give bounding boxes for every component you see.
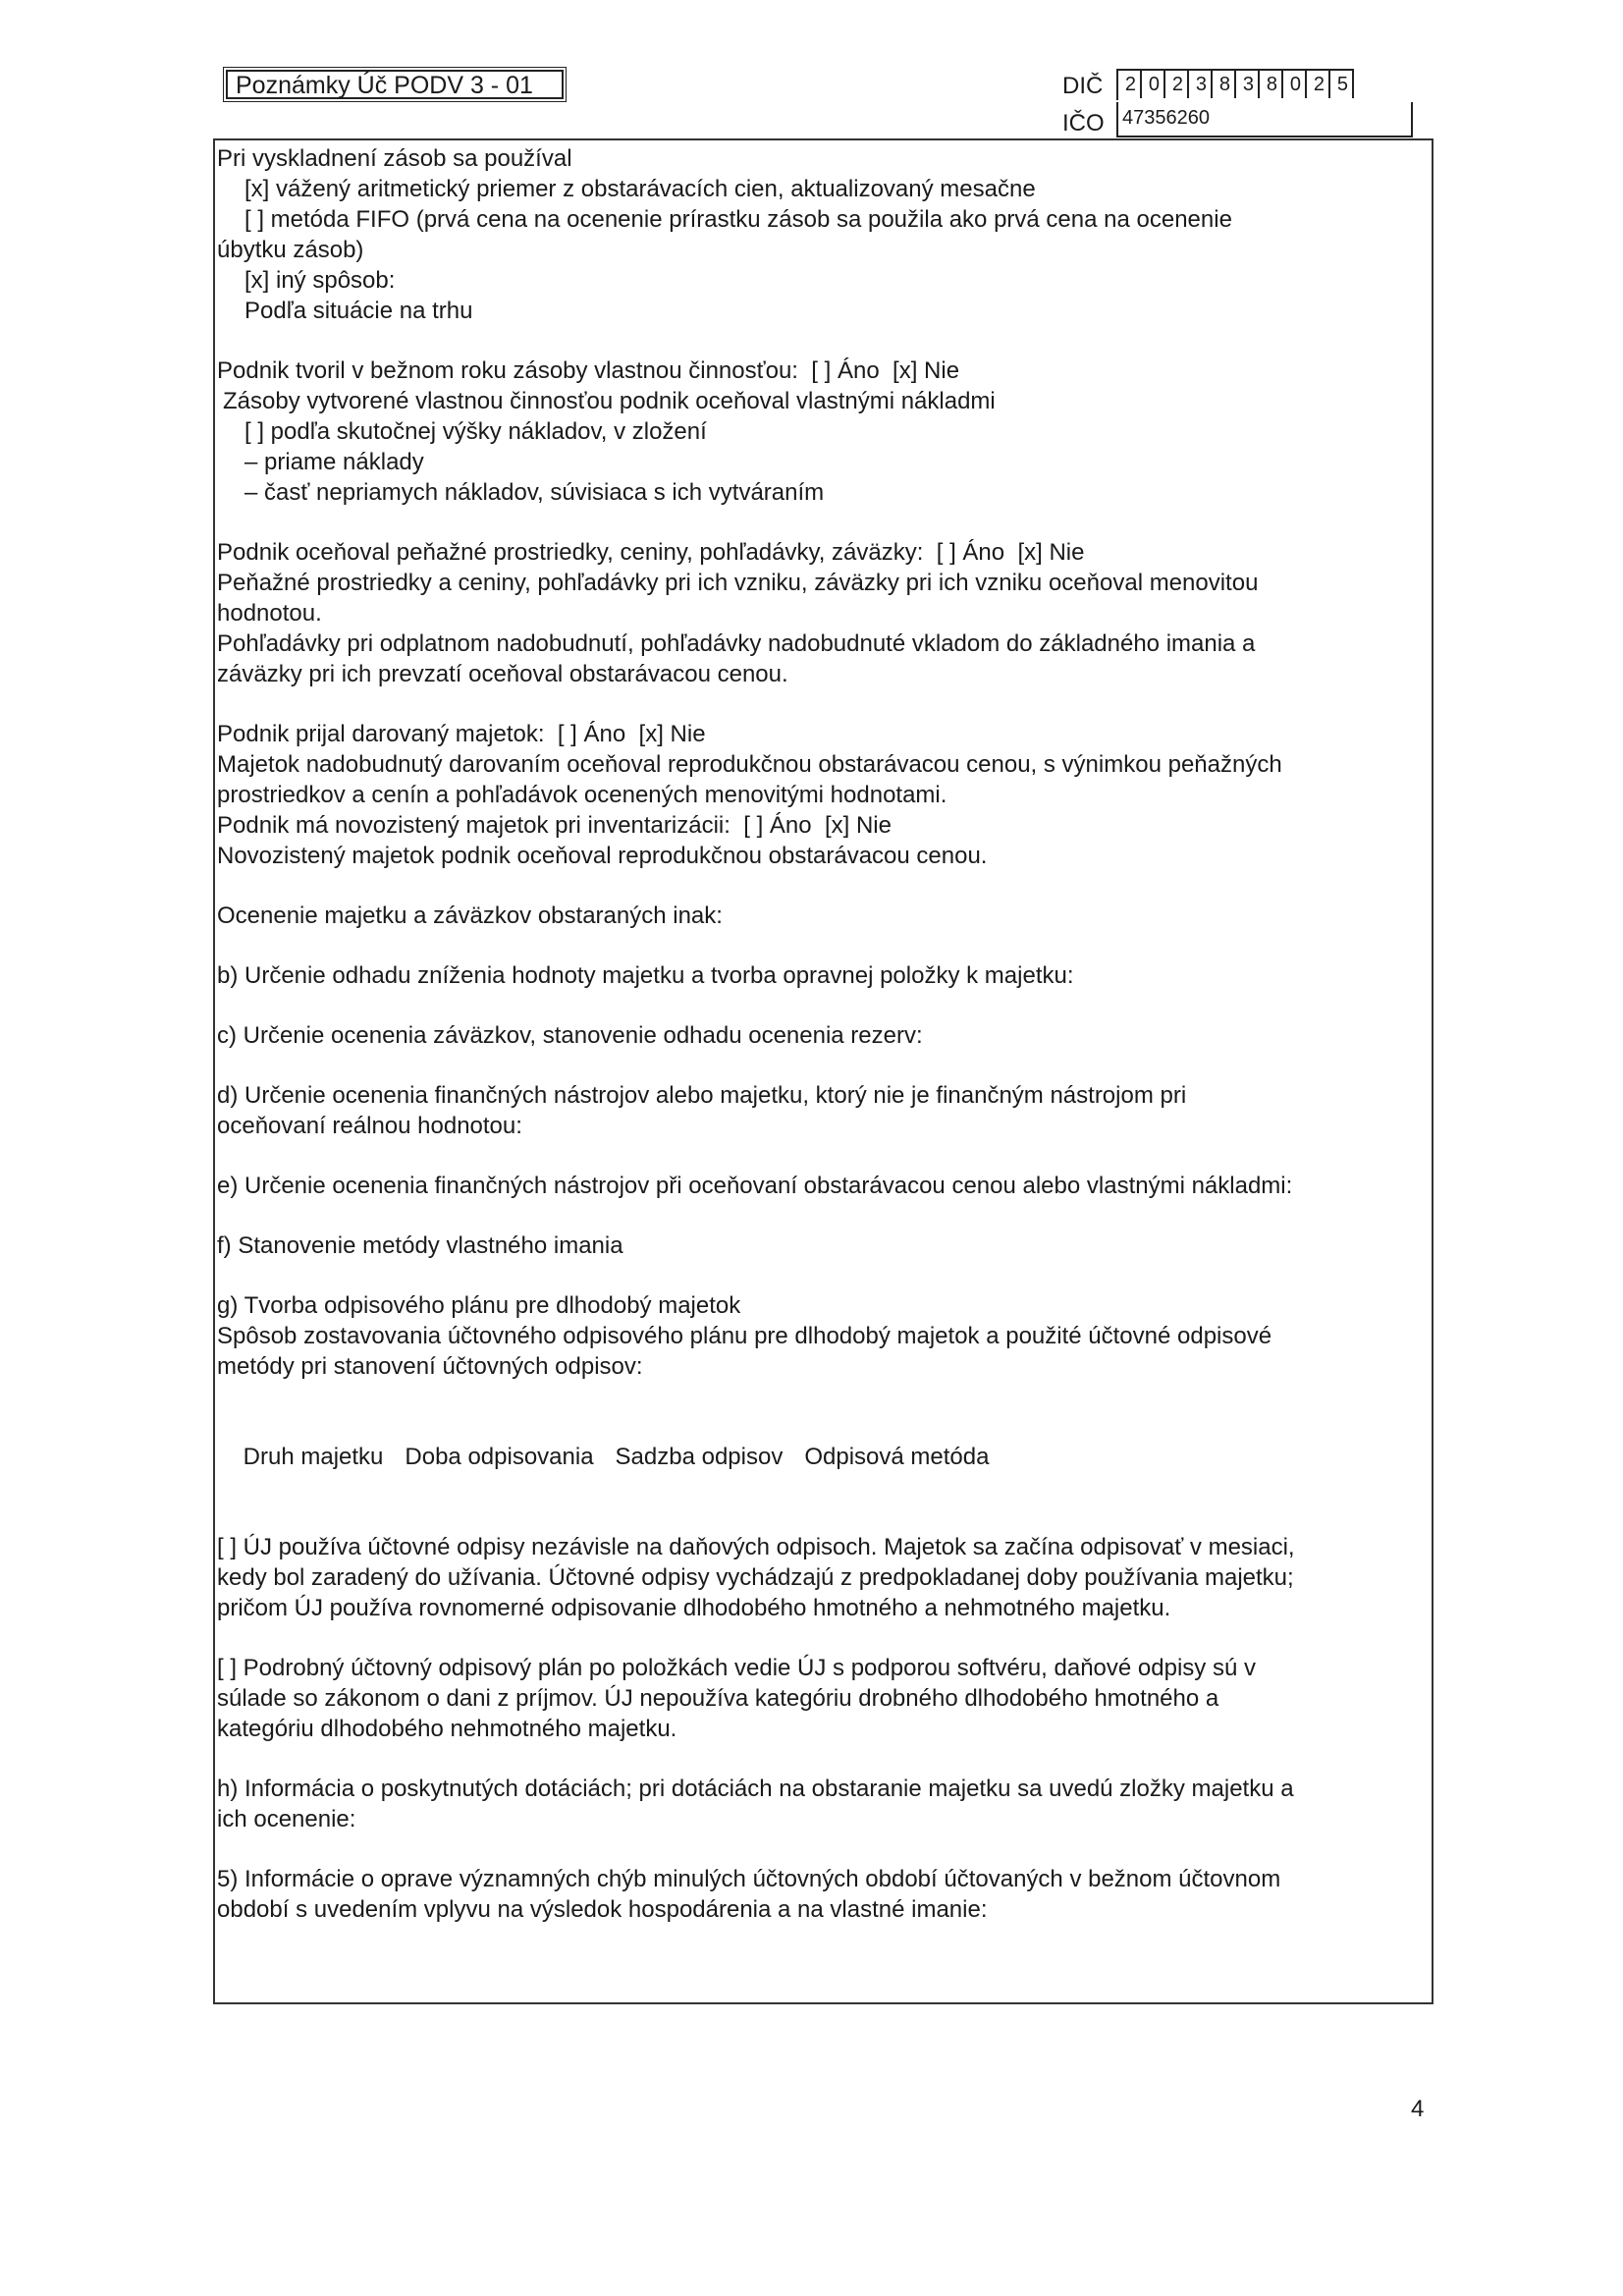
page-number: 4	[1411, 2096, 1425, 2122]
column-header: Odpisová metóda	[804, 1444, 990, 1470]
text-line: Pri vyskladnení zásob sa používal	[217, 145, 572, 172]
dic-boxes	[1116, 69, 1354, 100]
text-line: hodnotou.	[217, 600, 322, 627]
text-line: Ocenenie majetku a záväzkov obstaraných inak:	[217, 902, 723, 929]
ico-label: IČO	[1062, 110, 1105, 137]
text-line: h) Informácia o poskytnutých dotáciách; pri dotáciách na obstaranie majetku sa uvedú zložky majetku a	[217, 1776, 1294, 1802]
text-line: c) Určenie ocenenia záväzkov, stanovenie odhadu ocenenia rezerv:	[217, 1022, 923, 1049]
text-line: [ ] metóda FIFO (prvá cena na ocenenie prírastku zásob sa použila ako prvá cena na ocenenie	[244, 206, 1232, 233]
dic-digit: 2	[1307, 71, 1330, 98]
column-header: Druh majetku	[243, 1444, 384, 1470]
text-line: Podnik oceňoval peňažné prostriedky, ceniny, pohľadávky, záväzky: [ ] Áno [x] Nie	[217, 539, 1085, 566]
text-line: oceňovaní reálnou hodnotou:	[217, 1113, 522, 1139]
text-line: Zásoby vytvorené vlastnou činnosťou podnik oceňoval vlastnými nákladmi	[223, 388, 996, 414]
column-header: Doba odpisovania	[405, 1444, 594, 1470]
text-line: Peňažné prostriedky a ceniny, pohľadávky pri ich vzniku, záväzky pri ich vzniku oceňoval menovitou	[217, 570, 1259, 596]
dic-digit: 0	[1142, 71, 1165, 98]
dic-digit: 3	[1236, 71, 1260, 98]
text-line: – priame náklady	[244, 449, 424, 475]
dic-digit: 0	[1283, 71, 1307, 98]
text-line: g) Tvorba odpisového plánu pre dlhodobý majetok	[217, 1292, 741, 1319]
text-line: f) Stanovenie metódy vlastného imania	[217, 1232, 623, 1259]
text-line: záväzky pri ich prevzatí oceňoval obstarávacou cenou.	[217, 661, 788, 687]
dic-digit: 3	[1189, 71, 1213, 98]
text-line: Novozistený majetok podnik oceňoval reprodukčnou obstarávacou cenou.	[217, 843, 988, 869]
text-line: 5) Informácie o oprave významných chýb minulých účtovných období účtovaných v bežnom účtovnom	[217, 1866, 1281, 1892]
text-line: [x] vážený aritmetický priemer z obstarávacích cien, aktualizovaný mesačne	[244, 176, 1036, 202]
text-line: – časť nepriamych nákladov, súvisiaca s ich vytváraním	[244, 479, 825, 506]
text-line: Podnik má novozistený majetok pri inventarizácii: [ ] Áno [x] Nie	[217, 812, 892, 839]
notes-content	[217, 143, 1431, 1925]
text-line: Podnik prijal darovaný majetok: [ ] Áno [x] Nie	[217, 721, 706, 747]
text-line: prostriedkov a cenín a pohľadávok ocenených menovitými hodnotami.	[217, 782, 947, 808]
text-line: období s uvedením vplyvu na výsledok hospodárenia a na vlastné imanie:	[217, 1896, 988, 1923]
text-line: [ ] Podrobný účtovný odpisový plán po položkách vedie ÚJ s podporou softvéru, daňové odpisy sú v	[217, 1655, 1256, 1681]
text-line: ich ocenenie:	[217, 1806, 356, 1832]
text-line: [ ] ÚJ používa účtovné odpisy nezávisle na daňových odpisoch. Majetok sa začína odpisovať v mesiaci,	[217, 1534, 1295, 1560]
text-line: e) Určenie ocenenia finančných nástrojov při oceňovaní obstarávacou cenou alebo vlastnými nákladmi:	[217, 1173, 1293, 1199]
form-label: Poznámky Úč PODV 3 - 01	[226, 70, 564, 99]
dic-digit: 2	[1118, 71, 1142, 98]
dic-digit: 8	[1213, 71, 1236, 98]
ico-value: 47356260	[1116, 102, 1413, 137]
text-line: Podnik tvoril v bežnom roku zásoby vlastnou činnosťou: [ ] Áno [x] Nie	[217, 357, 960, 384]
text-line: Majetok nadobudnutý darovaním oceňoval reprodukčnou obstarávacou cenou, s výnimkou peňažných	[217, 751, 1282, 778]
text-line: Pohľadávky pri odplatnom nadobudnutí, pohľadávky nadobudnuté vkladom do základného imania a	[217, 630, 1256, 657]
text-line: metódy pri stanovení účtovných odpisov:	[217, 1353, 643, 1380]
text-line: Spôsob zostavovania účtovného odpisového plánu pre dlhodobý majetok a použité účtovné odpisové	[217, 1323, 1272, 1349]
column-header: Sadzba odpisov	[615, 1444, 784, 1470]
text-line: b) Určenie odhadu zníženia hodnoty majetku a tvorba opravnej položky k majetku:	[217, 962, 1074, 989]
dic-digit: 5	[1330, 71, 1354, 98]
text-line: [x] iný spôsob:	[244, 267, 396, 294]
dic-digit: 8	[1260, 71, 1283, 98]
text-line: kedy bol zaradený do užívania. Účtovné odpisy vychádzajú z predpokladanej doby používania majetku;	[217, 1564, 1294, 1591]
text-line: pričom ÚJ používa rovnomerné odpisovanie dlhodobého hmotného a nehmotného majetku.	[217, 1595, 1171, 1621]
text-line: [ ] podľa skutočnej výšky nákladov, v zložení	[244, 418, 707, 445]
text-line: d) Určenie ocenenia finančných nástrojov alebo majetku, ktorý nie je finančným nástrojom pri	[217, 1082, 1187, 1109]
text-line: Podľa situácie na trhu	[244, 298, 473, 324]
dic-label: DIČ	[1062, 73, 1104, 99]
dic-digit: 2	[1165, 71, 1189, 98]
text-line: súlade so zákonom o dani z príjmov. ÚJ nepoužíva kategóriu drobného dlhodobého hmotného a	[217, 1685, 1219, 1712]
odpisy-columns	[217, 1411, 1431, 1503]
text-line: kategóriu dlhodobého nehmotného majetku.	[217, 1716, 677, 1742]
text-line: úbytku zásob)	[217, 237, 364, 263]
